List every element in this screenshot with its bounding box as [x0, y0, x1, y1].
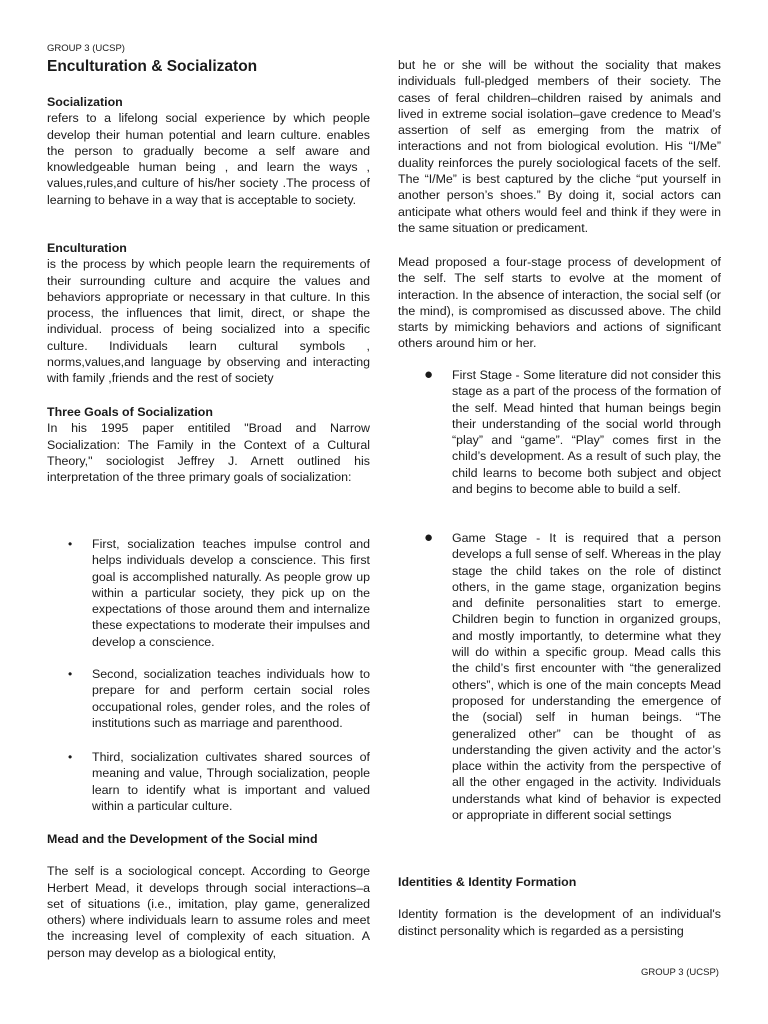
- enculturation-heading: Enculturation: [47, 241, 127, 255]
- identity-heading: Identities & Identity Formation: [398, 875, 577, 889]
- enculturation-section: [47, 240, 370, 387]
- goal-text: Third, socialization cultivates shared sources of meaning and value, Through socialization, people learn to identify what is important and valued within a particular culture.: [92, 750, 370, 813]
- enculturation-text: is the process by which people learn the requirements of their surrounding culture and acquire the values and behaviors appropriate or necessary in that culture. In this process, the influences that limit, direct, or shape the individual. process of being socialized into a specific culture. Individuals learn cultural symbols , norms,values,and language by observing and interacting with family ,friends and the rest of society: [47, 257, 370, 386]
- stage-text: First Stage - Some literature did not consider this stage as a part of the process of the formation of the self. Mead hinted that human beings begin their understanding of the social world through “play” and “game”. “Play” comes first in the child’s development. As a result of such play, the child learns to become both subject and object and begins to become able to build a self.: [452, 368, 721, 497]
- socialization-section: [47, 94, 370, 208]
- socialization-text: refers to a lifelong social experience by which people develop their human potential and learn culture. enables the person to gradually become a self aware and knowledgeable human being , and learn the ways , values,rules,and culture of his/her society .The process of learning to behave in a way that is acceptable to society.: [47, 111, 370, 207]
- identity-text: Identity formation is the development of an individual's distinct personality which is regarded as a persisting: [398, 907, 721, 938]
- goal-text: First, socialization teaches impulse control and helps individuals develop a conscience. This first goal is accomplished naturally. As people grow up within a particular society, they pick up on the expectations of those around them and internalize these expectations to moderate their impulses and develop a conscience.: [92, 537, 370, 649]
- bullet-icon: •: [68, 750, 73, 764]
- mead-section: [47, 831, 370, 961]
- bullet-icon: ●: [424, 366, 434, 383]
- goals-section: [47, 404, 370, 485]
- header-group-label: GROUP 3 (UCSP): [47, 43, 125, 54]
- socialization-heading: Socialization: [47, 95, 123, 109]
- goals-text: In his 1995 paper entitiled "Broad and Narrow Socialization: The Family in the Context of a Cultural Theory," sociologist Jeffrey J. Arnett outlined his interpretation of the three primary goals of socialization:: [47, 421, 370, 485]
- mead-paragraph-2: but he or she will be without the sociality that makes individuals full-pledged members of their society. The cases of feral children–children raised by animals and lived in extreme social isolation–gave credence to Mead’s assertion of self as emerging from the matrix of interactions and not from biological evolution. His “I/Me” duality reinforces the purely sociological facets of the self. The “I/Me” is best captured by the cliche “put yourself in another person’s shoes.” By doing it, social actors can anticipate what others would feel and think if they were in the same situation or predicament.: [398, 58, 721, 235]
- stage-text: Game Stage - It is required that a person develops a full sense of self. Whereas in the play stage the child takes on the role of distinct others, in the game stage, organization begins and definite personalities start to emerge. Children begin to function in organized groups, and mostly importantly, to determine what they will do within a specific group. Mead calls this the child’s first encounter with “the generalized others”, which is one of the main concepts Mead proposed for understanding the emergence of the (social) self in human beings. “The generalized other” can be thought of as understanding the given activity and the actor’s place within the activity from the perspective of all the other engaged in the activity. Individuals understands what kind of behavior is expected or appropriate in different social settings: [452, 531, 721, 823]
- mead-paragraph-3: Mead proposed a four-stage process of development of the self. The self starts to evolve at the moment of interaction. In the absence of interaction, the social self (or the mind), is compromised as discussed above. The child starts by mimicking behaviors and actions of significant others around him or her.: [398, 255, 721, 351]
- mead-paragraph-1: The self is a sociological concept. According to George Herbert Mead, it develops through social interactions–a set of situations (i.e., imitation, play game, generalized others) where individuals learn to assume roles and meet the increasing level of complexity of each situation. A person may develop as a biological entity,: [47, 864, 370, 960]
- footer-group-label: GROUP 3 (UCSP): [641, 967, 719, 978]
- goals-heading: Three Goals of Socialization: [47, 405, 213, 419]
- bullet-icon: •: [68, 667, 73, 681]
- document-title: Enculturation & Socializaton: [47, 58, 258, 75]
- bullet-icon: ●: [424, 529, 434, 546]
- mead-heading: Mead and the Development of the Social mind: [47, 832, 318, 846]
- goal-text: Second, socialization teaches individuals how to prepare for and perform certain social roles occupational roles, gender roles, and the roles of institutions such as marriage and parenthood.: [92, 667, 370, 730]
- bullet-icon: •: [68, 537, 73, 551]
- identity-section: [398, 874, 721, 939]
